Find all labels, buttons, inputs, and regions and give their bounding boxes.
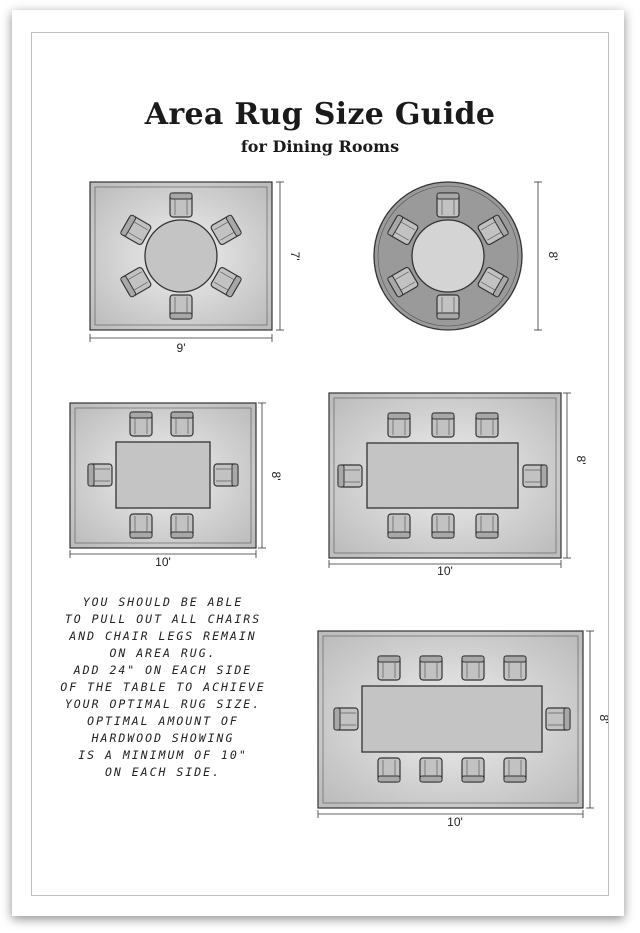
- note-line: ON AREA RUG.: [109, 646, 217, 660]
- height-label: 7': [288, 251, 302, 261]
- note-line: OPTIMAL AMOUNT OF: [87, 714, 239, 728]
- height-label: 8': [269, 471, 283, 481]
- note-line: OF THE TABLE TO ACHIEVE: [60, 680, 266, 694]
- handwritten-note: [28, 594, 298, 781]
- note-line: ADD 24" ON EACH SIDE: [73, 663, 253, 677]
- note-line: IS A MINIMUM OF 10": [78, 748, 248, 762]
- note-line: YOUR OPTIMAL RUG SIZE.: [64, 697, 262, 711]
- note-line: ON EACH SIDE.: [104, 765, 221, 779]
- page-subtitle: for Dining Rooms: [240, 137, 400, 156]
- note-line: AND CHAIR LEGS REMAIN: [69, 629, 257, 643]
- note-line: TO PULL OUT ALL CHAIRS: [64, 612, 262, 626]
- note-line: HARDWOOD SHOWING: [91, 731, 235, 745]
- width-label: 10': [437, 564, 453, 578]
- note-line: YOU SHOULD BE ABLE: [82, 595, 244, 609]
- width-label: 10': [155, 555, 171, 569]
- height-label: 8': [574, 455, 588, 465]
- height-label: 8': [546, 251, 560, 261]
- width-label: 9': [176, 341, 186, 355]
- height-label: 8': [597, 714, 611, 724]
- page-title: Area Rug Size Guide: [144, 97, 496, 132]
- width-label: 10': [447, 815, 463, 829]
